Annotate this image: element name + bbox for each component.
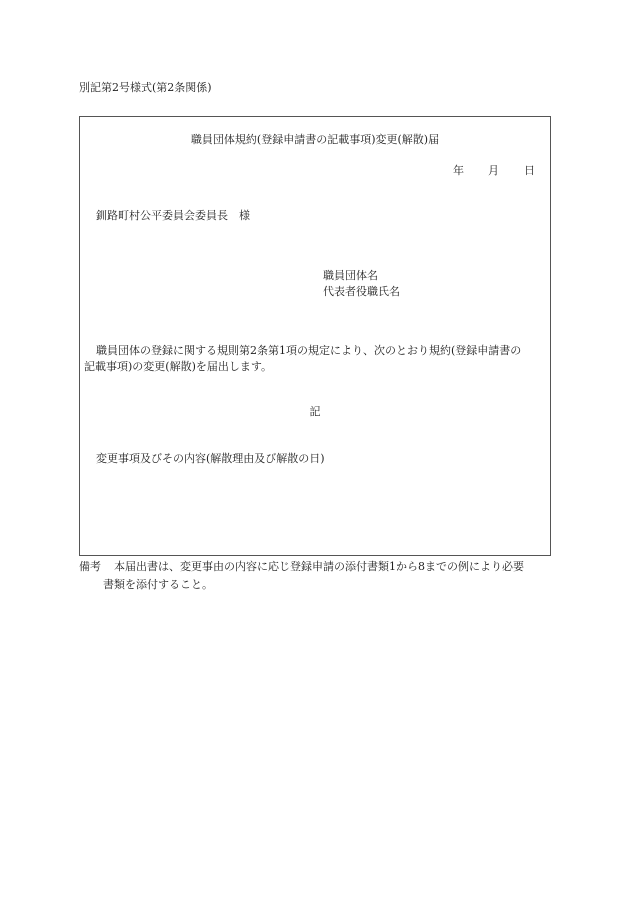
org-name-label: 職員団体名 (323, 269, 378, 282)
date-day-label: 日 (524, 164, 535, 177)
remarks-label: 備考 (79, 560, 101, 573)
recipient-line: 釧路町村公平委員会委員長 様 (96, 209, 250, 222)
body-text-line-1: 職員団体の登録に関する規則第2条第1項の規定により、次のとおり規約(登録申請書の (96, 344, 522, 357)
form-number-label: 別記第2号様式(第2条関係) (79, 81, 212, 94)
date-month-label: 月 (488, 164, 499, 177)
remarks-line-1: 本届出書は、変更事由の内容に応じ登録申請の添付書類1から8までの例により必要 (114, 560, 524, 573)
changes-label: 変更事項及びその内容(解散理由及び解散の日) (96, 452, 325, 465)
ki-heading: 記 (309, 405, 321, 418)
representative-label: 代表者役職氏名 (323, 285, 400, 298)
form-border-box (79, 116, 551, 556)
date-year-label: 年 (453, 164, 464, 177)
remarks-line-2: 書類を添付すること。 (103, 578, 213, 591)
body-text-line-2: 記載事項)の変更(解散)を届出します。 (84, 360, 272, 373)
document-title: 職員団体規約(登録申請書の記載事項)変更(解散)届 (190, 133, 440, 146)
